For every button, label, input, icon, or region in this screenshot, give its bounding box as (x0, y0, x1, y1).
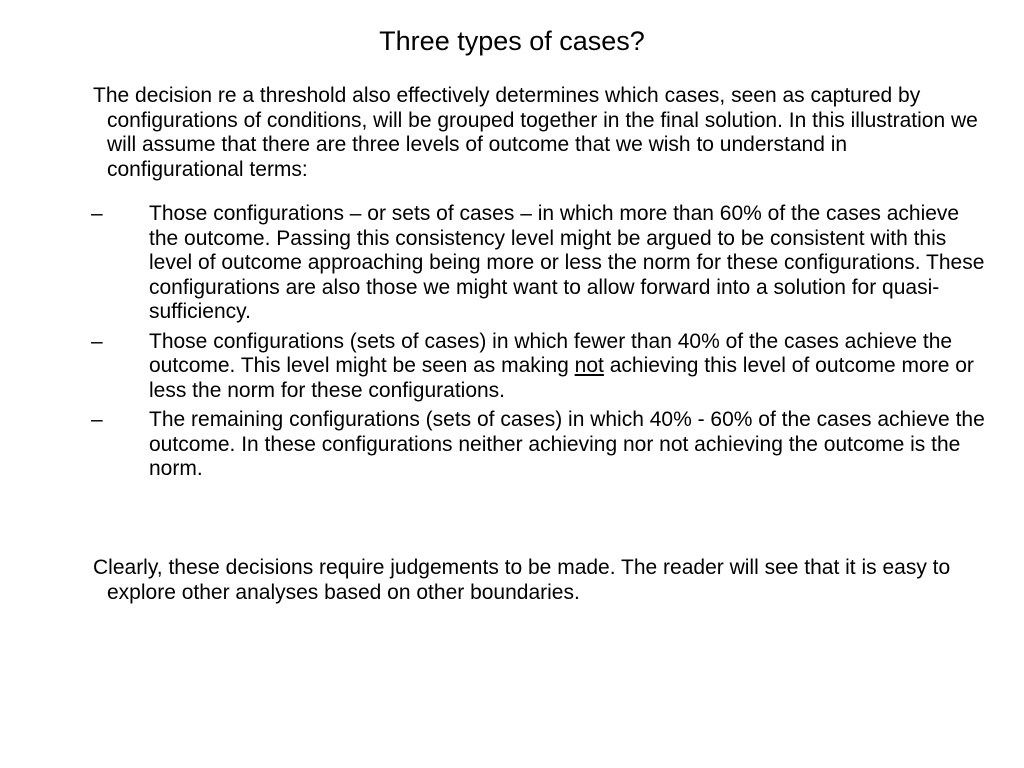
bullet-text: Those configurations – or sets of cases – in which more than 60% of the cases achieve the outcome. Passing this consistency level might be argued to be consistent with this level of outcome approaching being more or less the norm for these configurations. These configurations are also those we might want to allow forward into a solution for quasi-sufficiency. (149, 202, 985, 323)
slide-title: Three types of cases? (379, 26, 645, 56)
bullet-list (0, 202, 1024, 487)
closing-paragraph: Clearly, these decisions require judgements to be made. The reader will see that it is easy to explore other analyses based on other boundaries. (93, 556, 951, 604)
underlined-word: not (574, 354, 604, 377)
bullet-text: The remaining configurations (sets of cases) in which 40% - 60% of the cases achieve the outcome. In these configurations neither achieving nor not achieving the outcome is the norm. (149, 408, 985, 480)
bullet-dash: – (91, 329, 103, 353)
bullet-item-above-60 (0, 202, 989, 325)
bullet-text-end: achieving this level of outcome more or less the norm for these configurations. (149, 354, 974, 402)
bullet-item-40-to-60 (0, 408, 989, 482)
intro-paragraph: The decision re a threshold also effectively determines which cases, seen as captured by configurations of conditions, will be grouped together in the final solution. In this illustration we will assume that there are three levels of outcome that we wish to understand in configurational terms: (93, 84, 978, 181)
bullet-text-start: Those configurations (sets of cases) in which fewer than 40% of the cases achieve the outcome. This level might be seen as making (149, 329, 953, 377)
bullet-dash: – (91, 202, 103, 225)
bullet-dash: – (91, 408, 103, 431)
bullet-item-below-40 (0, 330, 989, 404)
